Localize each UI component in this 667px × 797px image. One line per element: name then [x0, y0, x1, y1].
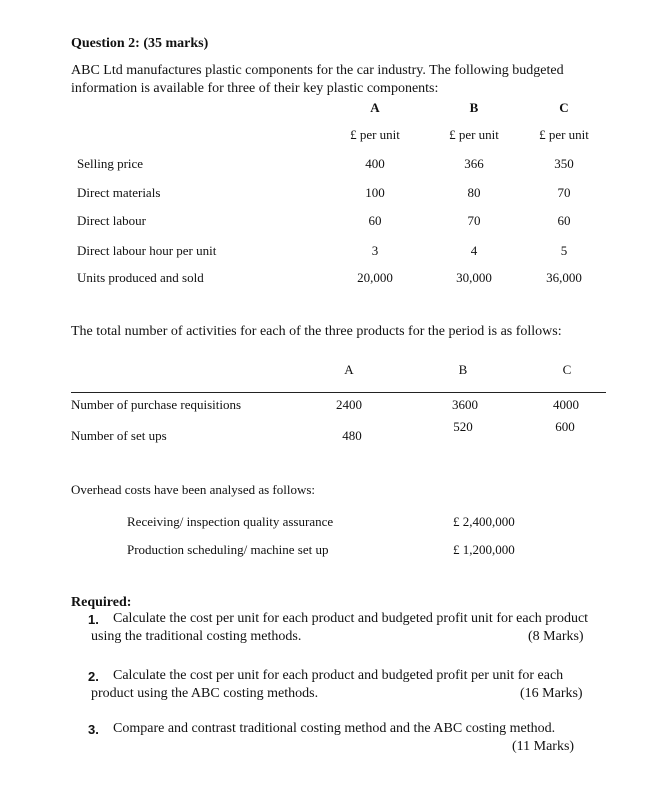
- row-label: Units produced and sold: [77, 270, 204, 285]
- cell: 3600: [452, 397, 478, 412]
- row-label: Direct labour: [77, 213, 146, 228]
- item-line2: product using the ABC costing methods.: [91, 686, 319, 701]
- item-line1: Calculate the cost per unit for each product and budgeted profit per unit for each: [113, 668, 564, 683]
- cell: 70: [557, 185, 571, 200]
- row-label: Direct materials: [77, 185, 161, 200]
- col-header-c: C: [559, 100, 569, 115]
- cell: 30,000: [456, 270, 492, 285]
- cell: 100: [365, 185, 385, 200]
- item-number: 3.: [88, 722, 99, 737]
- item-line2: using the traditional costing methods.: [91, 629, 302, 644]
- cell: 5: [560, 243, 568, 258]
- intro-line-1: ABC Ltd manufactures plastic components for the car industry. The following budgeted: [71, 63, 564, 78]
- item-number: 1.: [88, 612, 99, 627]
- cell: 36,000: [546, 270, 582, 285]
- cell: 60: [368, 213, 382, 228]
- overhead-label: Receiving/ inspection quality assurance: [127, 514, 334, 529]
- cell: 4000: [553, 397, 579, 412]
- act-col-c: C: [562, 362, 572, 377]
- item-marks: (8 Marks): [528, 629, 584, 644]
- overheads-intro: Overhead costs have been analysed as follows:: [71, 482, 316, 497]
- unit-header-c: £ per unit: [539, 127, 589, 142]
- cell: 80: [467, 185, 481, 200]
- unit-header-b: £ per unit: [449, 127, 499, 142]
- table-rule: [71, 392, 606, 393]
- row-label: Number of purchase requisitions: [71, 397, 242, 412]
- unit-header-a: £ per unit: [350, 127, 400, 142]
- overhead-amount: £ 1,200,000: [453, 542, 515, 557]
- intro-line-2: information is available for three of their key plastic components:: [71, 81, 439, 96]
- cell: 4: [470, 243, 478, 258]
- col-header-a: A: [370, 100, 380, 115]
- cell: 2400: [336, 397, 362, 412]
- cell: 70: [467, 213, 481, 228]
- item-marks: (11 Marks): [512, 739, 575, 754]
- cell: 520: [453, 419, 473, 434]
- row-label: Number of set ups: [71, 428, 167, 443]
- overhead-label: Production scheduling/ machine set up: [127, 542, 329, 557]
- item-line1: Compare and contrast traditional costing method and the ABC costing method.: [113, 721, 556, 736]
- question-title: Question 2: (35 marks): [71, 36, 209, 51]
- item-number: 2.: [88, 669, 99, 684]
- cell: 350: [554, 156, 574, 171]
- cell: 600: [555, 419, 575, 434]
- act-col-a: A: [344, 362, 354, 377]
- row-label: Selling price: [77, 156, 144, 171]
- activities-intro: The total number of activities for each of the three products for the period is as follows:: [71, 324, 562, 339]
- row-label: Direct labour hour per unit: [77, 243, 217, 258]
- cell: 400: [365, 156, 385, 171]
- cell: 20,000: [357, 270, 393, 285]
- cell: 366: [464, 156, 484, 171]
- item-line1: Calculate the cost per unit for each product and budgeted profit unit for each product: [113, 611, 589, 626]
- overhead-amount: £ 2,400,000: [453, 514, 515, 529]
- act-col-b: B: [458, 362, 468, 377]
- cell: 60: [557, 213, 571, 228]
- item-marks: (16 Marks): [520, 686, 583, 701]
- cell: 3: [371, 243, 379, 258]
- cell: 480: [342, 428, 362, 443]
- col-header-b: B: [469, 100, 479, 115]
- required-heading: Required:: [71, 595, 132, 610]
